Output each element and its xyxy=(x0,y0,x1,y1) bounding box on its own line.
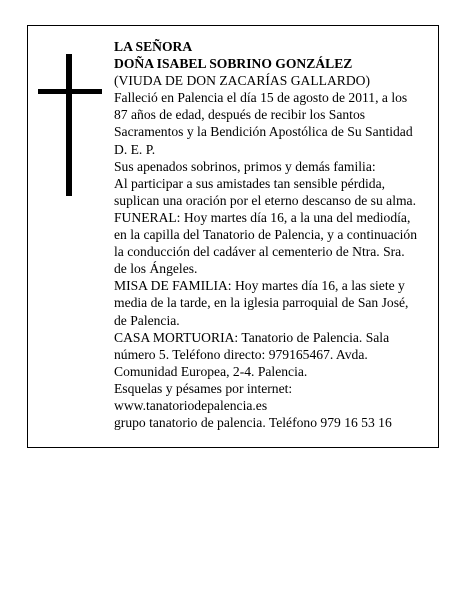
death-announcement-line: Falleció en Palencia el día 15 de agosto de 2011, a los xyxy=(114,90,408,106)
family-mass-line: de Palencia. xyxy=(114,312,180,328)
funeral-line: en la capilla del Tanatorio de Palencia, y a continuación xyxy=(114,227,418,243)
family-line: Sus apenados sobrinos, primos y demás familia: xyxy=(114,158,376,174)
family-mass-line: media de la tarde, en la iglesia parroquial de San José, xyxy=(114,295,409,311)
notice-title: LA SEÑORA xyxy=(114,39,193,54)
death-announcement-line: 87 años de edad, después de recibir los Santos xyxy=(114,107,366,123)
family-line: Al participar a sus amistades tan sensible pérdida, xyxy=(114,175,386,191)
mortuary-line: CASA MORTUORIA: Tanatorio de Palencia. Sala xyxy=(114,329,390,345)
deceased-subtitle: (VIUDA DE DON ZACARÍAS GALLARDO) xyxy=(114,73,370,89)
funeral-line: de los Ángeles. xyxy=(114,261,198,277)
cross-icon xyxy=(38,54,102,196)
cross-vertical-bar xyxy=(66,54,72,196)
mortuary-line: número 5. Teléfono directo: 979165467. Avda. xyxy=(114,346,368,362)
family-line: suplican una oración por el eterno descanso de su alma. xyxy=(114,192,416,208)
cross-horizontal-bar xyxy=(38,89,102,94)
obituary-text xyxy=(114,38,426,431)
funeral-line: FUNERAL: Hoy martes día 16, a la una del mediodía, xyxy=(114,209,411,225)
contact-line: grupo tanatorio de palencia. Teléfono 979 16 53 16 xyxy=(114,415,392,431)
funeral-line: la conducción del cadáver al cementerio de Ntra. Sra. xyxy=(114,244,405,260)
deceased-name: DOÑA ISABEL SOBRINO GONZÁLEZ xyxy=(114,56,353,72)
death-announcement-line: D. E. P. xyxy=(114,141,156,157)
internet-line: Esquelas y pésames por internet: xyxy=(114,380,293,396)
website-line: www.tanatoriodepalencia.es xyxy=(114,397,268,413)
death-announcement-line: Sacramentos y la Bendición Apostólica de Su Santidad xyxy=(114,124,413,140)
mortuary-line: Comunidad Europea, 2-4. Palencia. xyxy=(114,363,308,379)
family-mass-line: MISA DE FAMILIA: Hoy martes día 16, a las siete y xyxy=(114,278,405,294)
